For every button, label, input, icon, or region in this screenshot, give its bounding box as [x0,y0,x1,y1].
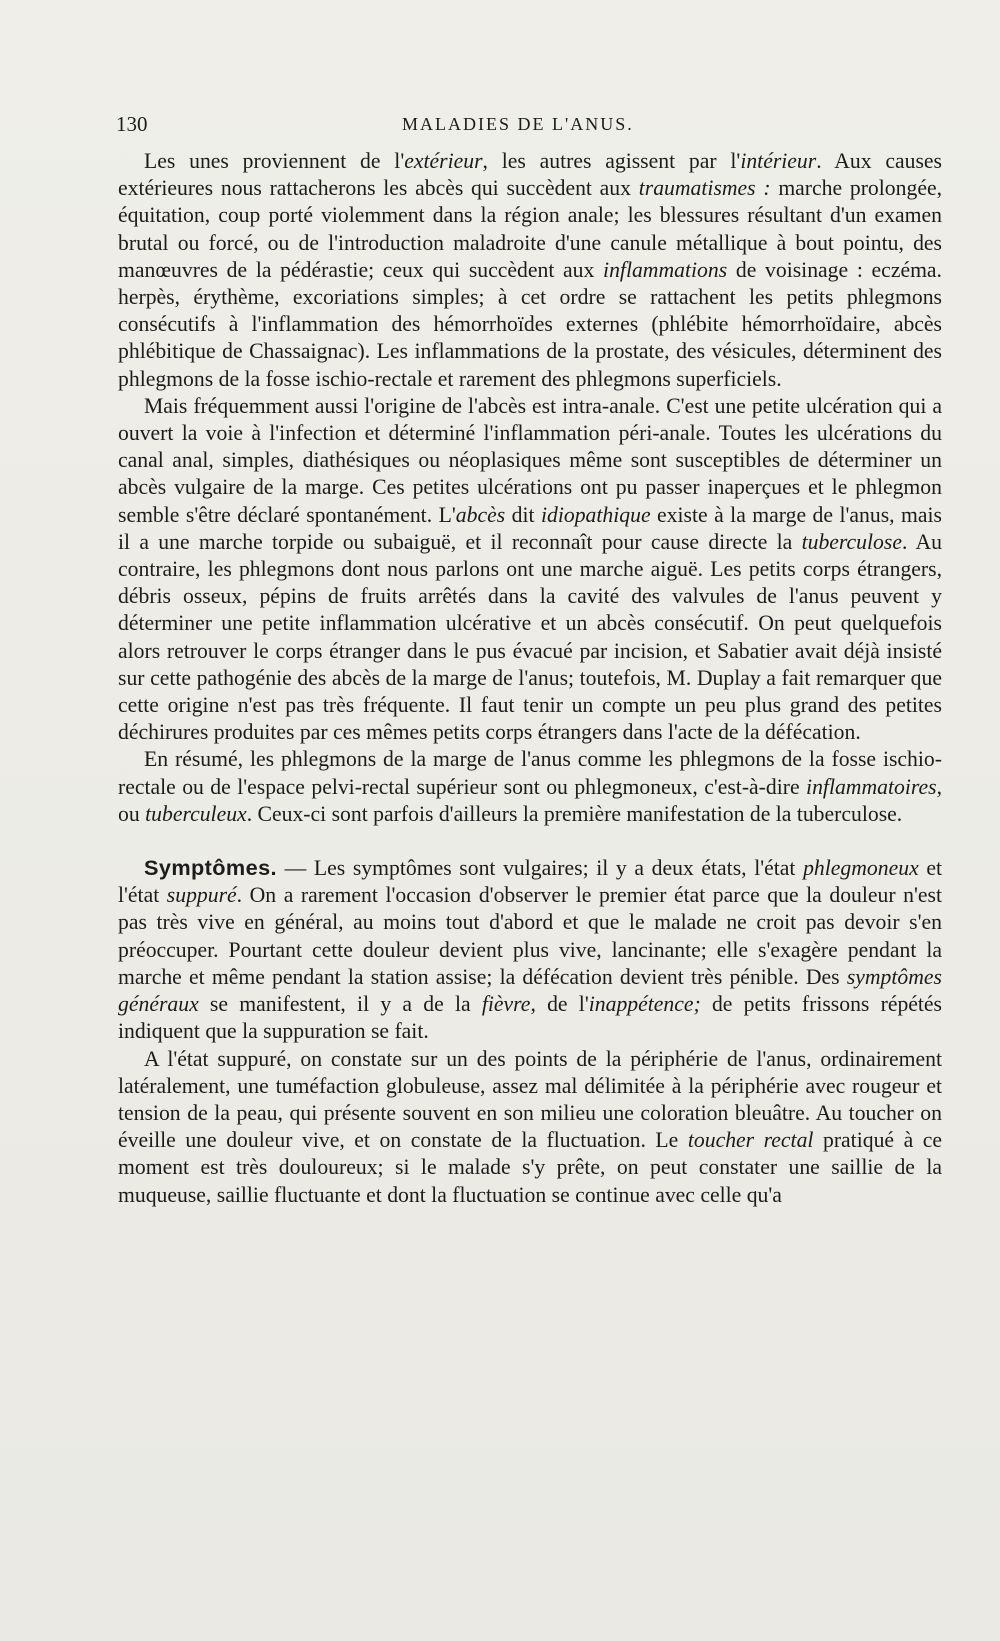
text-run: pratiqué à ce moment est très douloureux; si le malade s'y prête, on peut constater une saillie de la muqueuse, saillie fluctuante et dont la fluctuation se continue avec celle qu'a [118,1128,942,1207]
text-run: . On a rarement l'occasion d'observer le premier état parce que la douleur n'est pas très vive en général, au moins tout d'abord et que le malade ne croit pas devoir s'en préoccuper. Pourtant cette douleur devient plus vive, lancinante; elle s'exagère pendant la marche et même pendant la station assise; la défécation devient très pénible. Des [118,883,942,989]
section-heading-symptomes: Symptômes. [144,855,277,881]
emphasis: abcès [455,502,506,527]
text-run: — Les symptômes sont vulgaires; il y a deux états, l'état [276,856,804,881]
paragraph-summary [118,746,942,828]
emphasis: symptômes généraux [118,964,942,1017]
emphasis: suppuré [166,883,237,908]
paragraph-intra-anal-origin [118,393,942,747]
text-run: En résumé, les phlegmons de la marge de l'anus comme les phlegmons de la fosse ischio-rectale ou de l'espace pelvi-rectal supérieur sont ou phlegmoneux, c'est-à-dire [118,747,942,799]
emphasis: phlegmoneux [803,856,919,881]
text-run: dit [505,502,541,527]
page-header [116,112,926,142]
text-run: , de l' [530,992,589,1017]
running-title: MALADIES DE L'ANUS. [402,114,634,134]
text-run: . Aux causes extérieures nous rattacherons les abcès qui succèdent aux [118,149,942,201]
text-run: , les autres agissent par l' [482,149,741,173]
emphasis: traumatismes : [638,176,771,201]
text-run: de petits frissons répétés indiquent que la suppuration se fait. [118,992,943,1044]
text-run: Les unes proviennent de l' [144,149,405,173]
text-run: . Au contraire, les phlegmons dont nous parlons ont une marche aiguë. Les petits corps étrangers, débris osseux, pépins de fruits arrêtés dans la cavité des valvules de l'anus peuvent y déterminer une petite inflammation ulcérative et un abcès consécutif. On peut quelquefois alors retrouver le corps étranger dans le pus évacué par incision, et Sabatier avait déjà insisté sur cette pathogénie des abcès de la marge de l'anus; toutefois, M. Duplay a fait remarquer que cette origine n'est pas très fréquente. Il faut tenir un compte un peu plus grand des petites déchirures produites par ces mêmes petits corps étrangers dans l'acte de la défécation. [118,529,942,745]
emphasis: intérieur [740,149,817,173]
emphasis: inflammatoires [806,774,937,799]
page-number: 130 [116,112,148,136]
text-run: et l'état [118,856,942,908]
emphasis: extérieur [404,149,483,173]
text-run: A l'état suppuré, on constate sur un des points de la périphérie de l'anus, ordinairement latéralement, une tuméfaction globuleuse, assez mal délimitée à la périphérie avec rougeur et tension de la peau, qui présente souvent en son milieu une coloration bleuâtre. Au toucher on éveille une douleur vive, et on constate de la fluctuation. Le [118,1046,942,1153]
paragraph-suppurated-state [118,1046,942,1209]
emphasis: idiopathique [540,502,651,527]
emphasis: tuberculeux [145,801,247,826]
text-run: de voisinage : eczéma. herpès, érythème, excoriations simples; à cet ordre se rattachent les petits phlegmons consécutifs à l'inflammation des hémorrhoïdes externes (phlébite hémorrhoïdaire, abcès phlébitique de Chassaignac). Les inflammations de la prostate, des vésicules, déterminent des phlegmons de la fosse ischio-rectale et rarement des phlegmons superficiels. [118,257,942,391]
body-text [118,148,942,1209]
paragraph-causes [118,148,942,393]
text-run: Mais fréquemment aussi l'origine de l'abcès est intra-anale. C'est une petite ulcération qui a ouvert la voie à l'infection et déterminé l'inflammation péri-anale. Toutes les ulcérations du canal anal, simples, diathésiques ou néoplasiques même sont susceptibles de déterminer un abcès vulgaire de la marge. Ces petites ulcérations ont pu passer inaperçues et le phlegmon semble s'être déclaré spontanément. L' [118,393,942,527]
text-run: existe à la marge de l'anus, mais il a une marche torpide ou subaiguë, et il reconnaît pour cause directe la [118,502,942,554]
emphasis: fièvre [481,992,531,1017]
text-run: , ou [118,774,942,826]
paragraph-symptoms [118,854,942,1045]
text-run: . Ceux-ci sont parfois d'ailleurs la première manifestation de la tuberculose. [246,801,903,826]
section-gap [118,828,942,854]
emphasis: inflammations [603,257,728,282]
text-run: se manifestent, il y a de la [198,992,482,1017]
emphasis: toucher rectal [687,1128,814,1153]
emphasis: inappétence; [588,992,701,1017]
emphasis: tuberculose [801,529,902,554]
text-run: marche prolongée, équitation, coup porté violemment dans la région anale; les blessures résultant d'un examen brutal ou forcé, ou de l'introduction maladroite d'une canule métallique à bout pointu, des manœuvres de la pédérastie; ceux qui succèdent aux [118,176,942,282]
